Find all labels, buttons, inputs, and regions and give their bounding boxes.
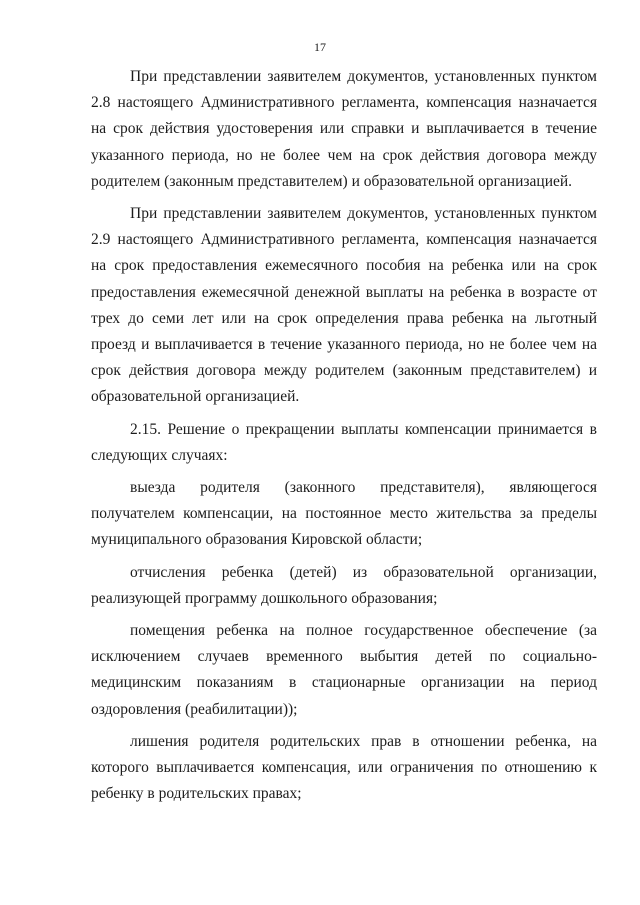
paragraph-case-state-support: помещения ребенка на полное государственное обеспечение (за исключением случаев временного выбытия детей по социально-медицинским показаниям в стационарные организации на период оздоровления (реабилитации)); <box>91 622 597 718</box>
paragraph-termination-decision: 2.15. Решение о прекращении выплаты компенсации принимается в следующих случаях: <box>91 420 597 464</box>
paragraph-compensation-term-2-8: При представлении заявителем документов, установленных пунктом 2.8 настоящего Административного регламента, компенсация назначается на срок действия удостоверения или справки и выплачивается в течение указанного периода, но не более чем на срок действия договора между родителем (законным представителем) и образовательной организацией. <box>91 68 597 190</box>
page-number: 17 <box>314 40 326 54</box>
paragraph-case-deprivation-of-rights: лишения родителя родительских прав в отношении ребенка, на которого выплачивается компенсация, или ограничения по отношению к ребенку в родительских правах; <box>91 732 597 803</box>
paragraph-case-expulsion: отчисления ребенка (детей) из образовательной организации, реализующей программу дошкольного образования; <box>91 563 597 607</box>
paragraph-case-relocation: выезда родителя (законного представителя), являющегося получателем компенсации, на постоянное место жительства за пределы муниципального образования Кировской области; <box>91 479 597 549</box>
paragraph-compensation-term-2-9: При представлении заявителем документов, установленных пунктом 2.9 настоящего Административного регламента, компенсация назначается на срок предоставления ежемесячного пособия на ребенка или на срок предоставления ежемесячной денежной выплаты на ребенка в возрасте от трех до семи лет или на срок определения права ребенка на льготный проезд и выплачивается в течение указанного периода, но не более чем на срок действия договора между родителем (законным представителем) и образовательной организацией. <box>91 205 597 406</box>
document-body <box>91 64 597 807</box>
